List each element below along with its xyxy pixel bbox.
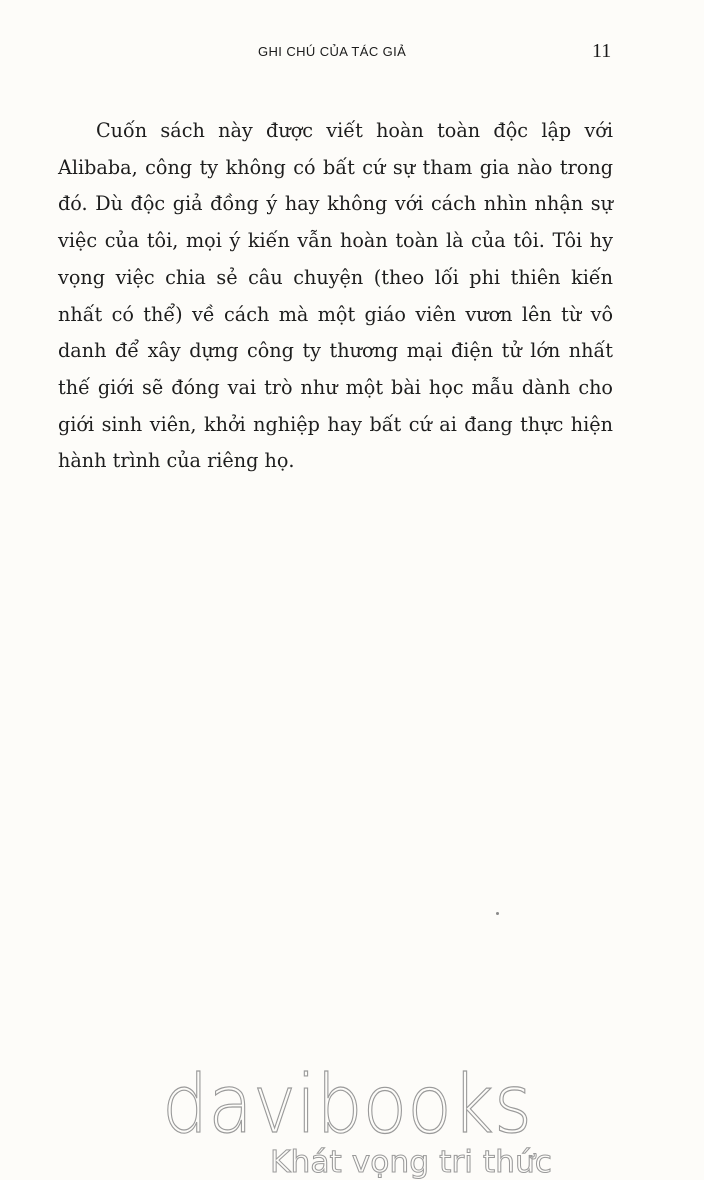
page-edge xyxy=(704,0,710,1180)
body-paragraph: Cuốn sách này được viết hoàn toàn độc lập với Alibaba, công ty không có bất cứ sự tham gia nào trong đó. Dù độc giả đồng ý hay không với cách nhìn nhận sự việc của tôi, mọi ý kiến vẫn hoàn toàn là của tôi. Tôi hy vọng việc chia sẻ câu chuyện (theo lối phi thiên kiến nhất có thể) về cách mà một giáo viên vươn lên từ vô danh để xây dựng công ty thương mại điện tử lớn nhất thế giới sẽ đóng vai trò như một bài học mẫu dành cho giới sinh viên, khởi nghiệp hay bất cứ ai đang thực hiện hành trình của riêng họ. xyxy=(58,119,613,473)
running-header-title: GHI CHÚ CỦA TÁC GIẢ xyxy=(258,44,407,59)
paper-speck xyxy=(496,912,499,915)
watermark-brand: davibooks xyxy=(162,1058,532,1151)
watermark-tagline: Khát vọng tri thức xyxy=(270,1145,552,1180)
davibooks-watermark-logo xyxy=(0,1040,710,1180)
page-number: 11 xyxy=(592,40,612,62)
